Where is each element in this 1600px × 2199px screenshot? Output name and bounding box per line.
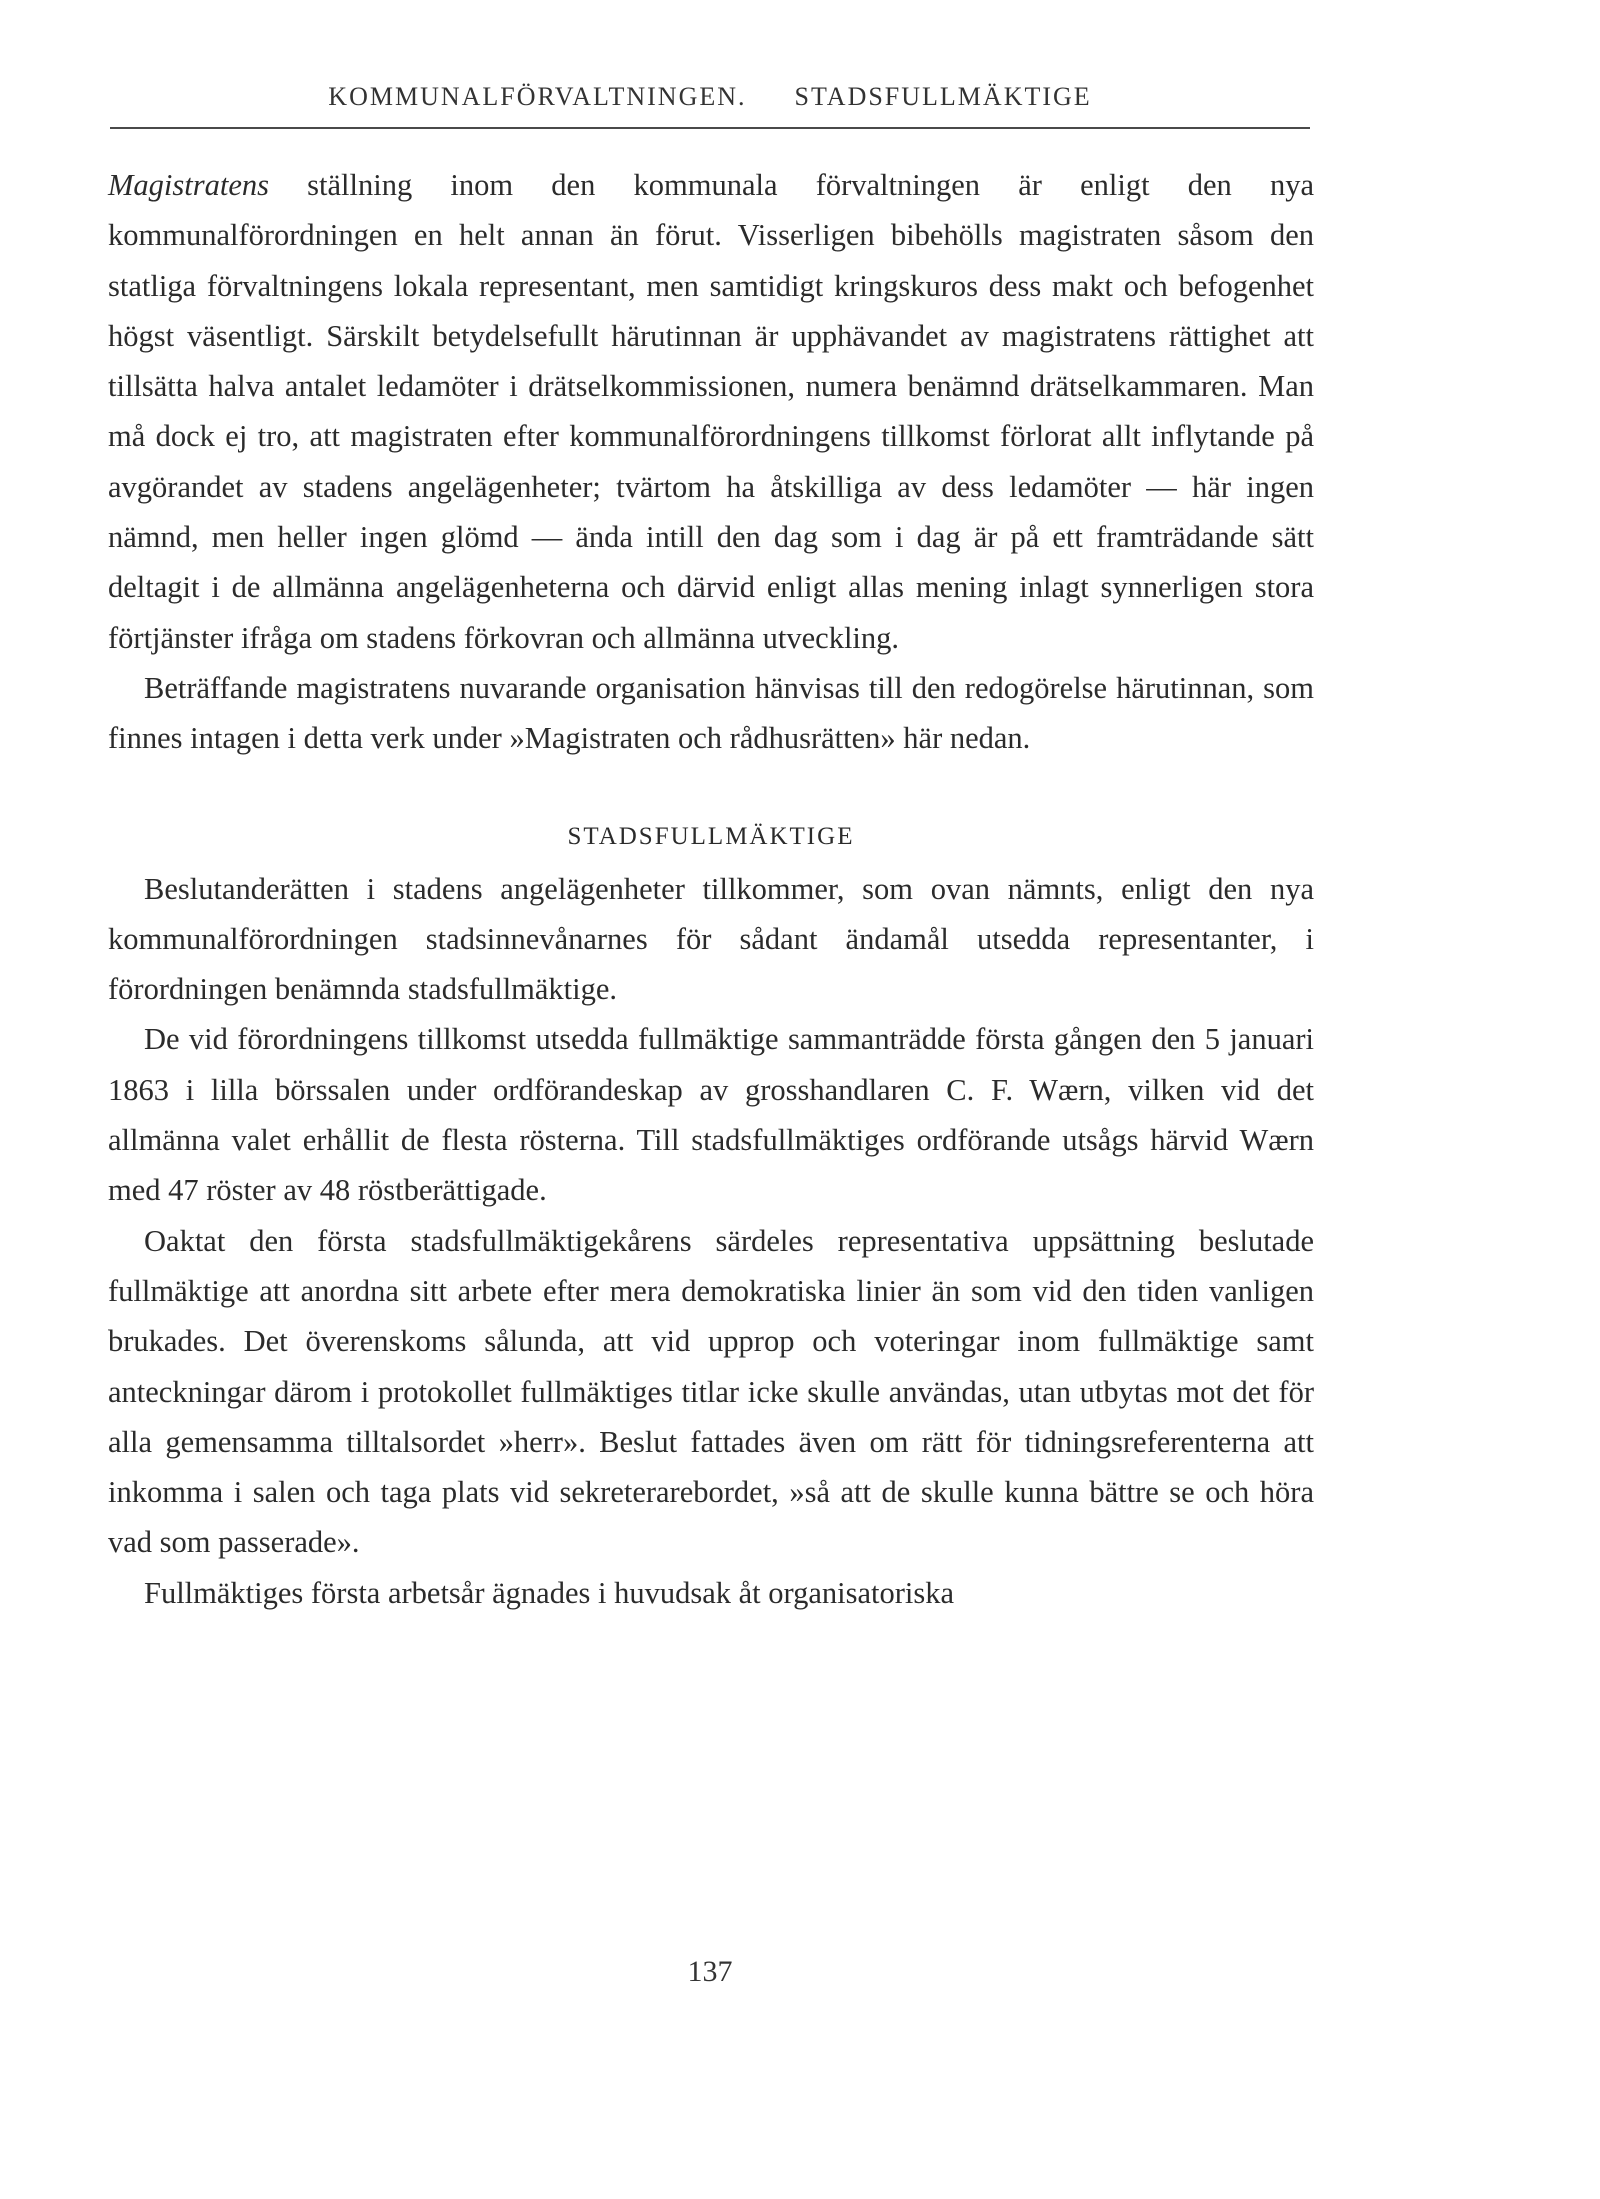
header-rule xyxy=(110,127,1310,129)
running-header xyxy=(110,82,1310,112)
running-header-right: STADSFULLMÄKTIGE xyxy=(794,82,1092,111)
paragraph: Fullmäktiges första arbetsår ägnades i huvudsak åt organisatoriska xyxy=(144,1575,955,1610)
page-number: 137 xyxy=(687,1955,733,1988)
italic-lead: Magistratens xyxy=(108,168,269,202)
paragraph: Beträffande magistratens nuvarande organisation hänvisas till den redogörelse härutinnan, som finnes intagen i detta verk under »Magistraten och rådhusrätten» här nedan. xyxy=(108,670,1314,756)
paragraph: Oaktat den första stadsfullmäktigekårens särdeles representativa uppsättning beslutade fullmäktige att anordna sitt arbete efter mera demokratiska linier än som vid den tiden vanligen brukades. Det överenskoms sålunda, att vid upprop och voteringar inom fullmäktige samt anteckningar därom i protokollet fullmäktiges titlar icke skulle användas, utan utbytas mot det för alla gemensamma tilltalsordet »herr». Beslut fattades även om rätt för tidningsreferenterna att inkomma i salen och taga plats vid sekreterarebordet, »så att de skulle kunna bättre se och höra vad som passerade». xyxy=(108,1223,1314,1560)
running-header-left: KOMMUNALFÖRVALTNINGEN. xyxy=(328,82,747,111)
paragraph: Beslutanderätten i stadens angelägenheter tillkommer, som ovan nämnts, enligt den nya kommunalförordningen stadsinnevånarnes för sådant ändamål utsedda representanter, i förordningen benämnda stadsfullmäktige. xyxy=(108,871,1314,1007)
paragraph: De vid förordningens tillkomst utsedda fullmäktige sammanträdde första gången den 5 januari 1863 i lilla börssalen under ordförandeskap av grosshandlaren C. F. Wærn, vilken vid det allmänna valet erhållit de flesta rösterna. Till stadsfullmäktiges ordförande utsågs härvid Wærn med 47 röster av 48 röstberättigade. xyxy=(108,1022,1314,1208)
body-text xyxy=(108,160,1314,1618)
section-title: STADSFULLMÄKTIGE xyxy=(567,822,855,850)
paragraph: Magistratens ställning inom den kommunala förvaltningen är enligt den nya kommunalförordningen en helt annan än förut. Visserligen bibehölls magistraten såsom den statliga förvaltningens lokala representant, men samtidigt kringskuros dess makt och befogenhet högst väsentligt. Särskilt betydelsefullt härutinnan är upphävandet av magistratens rättighet att tillsätta halva antalet ledamöter i drätselkommissionen, numera benämnd drätselkammaren. Man må dock ej tro, att magistraten efter kommunalförordningens tillkomst förlorat allt inflytande på avgörandet av stadens angelägenheter; tvärtom ha åtskilliga av dess ledamöter — här ingen nämnd, men heller ingen glömd — ända intill den dag som i dag är på ett framträdande sätt deltagit i de allmänna angelägenheterna och därvid enligt allas mening inlagt synnerligen stora förtjänster ifråga om stadens förkovran och allmänna utveckling. xyxy=(108,168,1314,655)
